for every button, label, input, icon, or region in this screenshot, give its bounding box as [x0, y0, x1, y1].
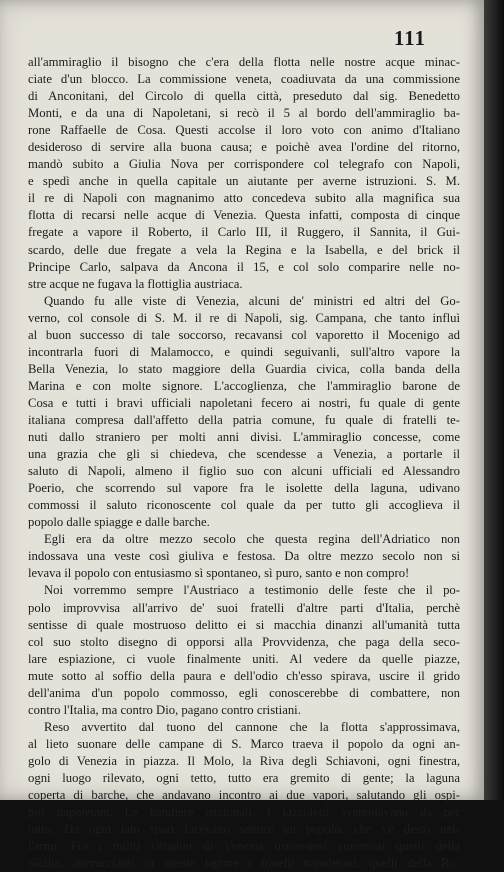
- text-line: contro l'Italia, ma contro Dio, pagano contro cristiani.: [28, 702, 301, 717]
- text-line: Principe Carlo, salpava da Ancona il 15, e col solo comparire nelle no-: [28, 259, 460, 274]
- text-line: mute sotto al soffio della paura e dell'odio ch'esso spirava, uscire il grido: [28, 668, 460, 683]
- text-line: italiana compresa dall'affetto della patria comune, fu quale di fratelli te-: [28, 412, 460, 427]
- text-line: desideroso di servire alla buona causa; e poichè avea l'ordine del ritorno,: [28, 140, 460, 155]
- text-line: nuti dallo straniero per molti anni divisi. L'ammiraglio concesse, come: [28, 430, 460, 445]
- text-line: lare espiazione, ci vuole finalmente uniti. Al vedere da quelle piazze,: [28, 651, 460, 666]
- text-line: al buon successo di tale soccorso, recavansi col vaporetto il Mocenigo ad: [28, 327, 460, 342]
- text-line: ogni luogo rilevato, ogni tetto, tutto era gremito di gente; la laguna: [28, 770, 460, 785]
- text-line: indossava una veste così giuliva e festosa. Da oltre mezzo secolo non si: [28, 549, 460, 564]
- text-line: Cosa e tutti i bravi ufficiali napoletani fecero ai nostri, fu quale di gente: [28, 395, 460, 410]
- text-line: commossi il saluto riconoscente col quale da per tutto gli accoglieva il: [28, 498, 460, 513]
- text-line: Noi vorremmo sempre l'Austriaco a testimonio delle feste che il po-: [44, 583, 460, 598]
- text-line: Poerio, che scorrendo sul vapore fra le isolette della laguna, udivano: [28, 481, 460, 496]
- text-line: Sicilia, abbraccianti in queste lagune i fratelli napoletani, quelli della Ro-: [28, 856, 460, 871]
- text-line: Quando fu alle viste di Venezia, alcuni de' ministri ed altri del Go-: [44, 293, 460, 308]
- text-line: all'ammiraglio il bisogno che c'era della flotta nelle nostre acque minac-: [28, 55, 460, 69]
- text-line: verno, col console di S. M. il re di Napoli, sig. Campana, che tanto influì: [28, 310, 460, 325]
- text-line: popolo dalle spiagge e dalle barche.: [28, 515, 210, 530]
- text-line: fregate a vapore il Roberto, il Carlo III, il Ruggero, il Sannita, il Gui-: [28, 225, 460, 240]
- text-line: coperta di barche, che andavano incontro ai due vapori, salutando gli ospi-: [28, 788, 460, 803]
- body-text: [28, 54, 460, 872]
- text-line: il re di Napoli con magnanimo atto concedeva subito alla magnifica sua: [28, 191, 460, 206]
- text-line: l'armi. Fra i militi cittadini di Venezia trovavansi commisti quelli della: [28, 839, 460, 854]
- text-line: piti napoletani. Le bandiere nazionali, i fazzoletti sventolavano da per: [28, 805, 460, 820]
- page-edge-shadow: [484, 0, 504, 800]
- text-line: golo di Venezia in piazza. Il Molo, la Riva degli Schiavoni, ogni finestra,: [28, 753, 460, 768]
- text-line: di Anconitani, del Circolo di quella città, preseduto dal sig. Benedetto: [28, 89, 460, 104]
- text-line: scardo, delle due fregate a vela la Regina e la Isabella, e del brick il: [28, 242, 460, 257]
- text-line: polo improvvisa all'arrivo de' suoi fratelli d'altre parti d'Italia, perchè: [28, 600, 460, 615]
- text-line: sentisse di quale mostruoso delitto ei si macchia dinanzi all'umanità tutta: [28, 617, 460, 632]
- text-line: saluto di Napoli, almeno il figlio suo con alcuni ufficiali ed Alessandro: [28, 464, 460, 479]
- text-line: una grazia che gli si chiedeva, che scendesse a Venezia, a portarle il: [28, 447, 460, 462]
- text-line: mandò subito a Giulia Nova per corrispondere col telegrafo con Napoli,: [28, 157, 460, 172]
- text-line: incontrarla fuori di Malamocco, e quindi seguivanli, sull'altro vapore la: [28, 344, 460, 359]
- text-line: rone Raffaelle de Cosa. Questi accolse il loro voto con animo d'Italiano: [28, 123, 460, 138]
- text-line: Bella Venezia, lo stato maggiore della Guardia civica, colla banda della: [28, 361, 460, 376]
- text-line: al lieto suonare delle campane di S. Marco traeva il popolo da ogni an-: [28, 736, 460, 751]
- text-line: dell'anima d'un popolo commosso, egli conoscerebbe di combattere, non: [28, 685, 460, 700]
- text-line: Egli era da oltre mezzo secolo che questa regina dell'Adriatico non: [44, 532, 460, 547]
- text-line: Marina e con molte signore. L'accoglienza, che l'ammiraglio barone de: [28, 378, 460, 393]
- text-line: Monti, e da una di Napoletani, si recò il 5 al bordo dell'ammiraglio ba-: [28, 106, 460, 121]
- page-number: 111: [393, 26, 426, 50]
- text-line: col suo stolto disegno di opporsi alla Provvidenza, che paga della seco-: [28, 634, 460, 649]
- text-line: levava il popolo con entusiasmo sì spontaneo, sì puro, santo e non compro!: [28, 566, 410, 581]
- text-line: flotta di recarsi nelle acque di Venezia. Questa infatti, composta di cinque: [28, 208, 460, 223]
- text-line: ciate d'un blocco. La commissione veneta, coadiuvata da una commissione: [28, 72, 460, 87]
- text-line: stre acque ne fugava la flottiglia austriaca.: [28, 276, 243, 291]
- text-line: e spedì anche in quella capitale un aiutante per averne istruzioni. S. M.: [28, 174, 460, 189]
- text-line: tutto. Da ogni lato spari facevano sentire un popolo, che s'è desto nel-: [28, 822, 460, 837]
- text-line: Reso avvertito dal tuono del cannone che la flotta s'approssimava,: [44, 719, 460, 734]
